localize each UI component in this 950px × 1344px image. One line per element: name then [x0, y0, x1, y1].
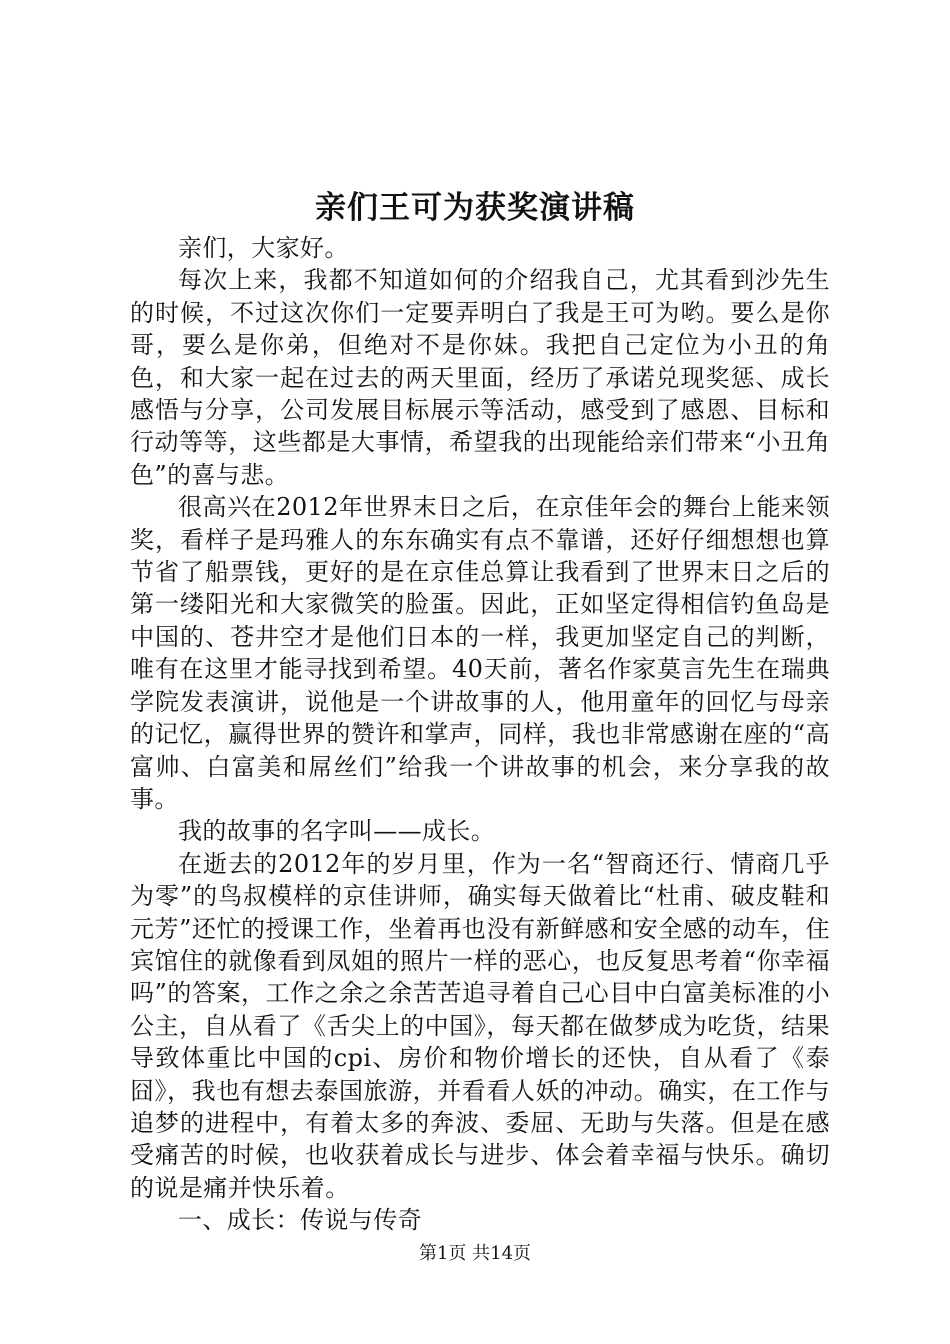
- document-title: 亲们王可为获奖演讲稿: [315, 190, 635, 226]
- paragraph-introduction: 每次上来，我都不知道如何的介绍我自己，尤其看到沙先生的时候，不过这次你们一定要弄明白了我是王可为哟。要么是你哥，要么是你弟，但绝对不是你妹。我把自己定位为小丑的角色，和大家一起在过去的两天里面，经历了承诺兑现奖惩、成长感悟与分享，公司发展目标展示等活动，感受到了感恩、目标和行动等等，这些都是大事情，希望我的出现能给亲们带来“小丑角色”的喜与悲。: [130, 266, 830, 489]
- section-heading: 一、成长：传说与传奇: [178, 1206, 422, 1235]
- paragraph-year-review: 在逝去的2012年的岁月里，作为一名“智商还行、情商几乎为零”的鸟叔模样的京佳讲师，确实每天做着比“杜甫、破皮鞋和元芳”还忙的授课工作，坐着再也没有新鲜感和安全感的动车，住宾馆住的就像看到凤姐的照片一样的恶心，也反复思考着“你幸福吗”的答案，工作之余之余苦苦追寻着自己心目中白富美标准的小公主，自从看了《舌尖上的中国》，每天都在做梦成为吃货，结果导致体重比中国的cpi、房价和物价增长的还快，自从看了《泰囧》，我也有想去泰国旅游，并看看人妖的冲动。确实，在工作与追梦的进程中，有着太多的奔波、委屈、无助与失落。但是在感受痛苦的时候，也收获着成长与进步、体会着幸福与快乐。确切的说是痛并快乐着。: [130, 849, 830, 1202]
- paragraph-award: 很高兴在2012年世界末日之后，在京佳年会的舞台上能来领奖，看样子是玛雅人的东东确实有点不靠谱，还好仔细想想也算节省了船票钱，更好的是在京佳总算让我看到了世界末日之后的第一缕阳光和大家微笑的脸蛋。因此，正如坚定得相信钓鱼岛是中国的、苍井空才是他们日本的一样，我更加坚定自己的判断，唯有在这里才能寻找到希望。40天前，著名作家莫言先生在瑞典学院发表演讲，说他是一个讲故事的人，他用童年的回忆与母亲的记忆，赢得世界的赞许和掌声，同样，我也非常感谢在座的“高富帅、白富美和屌丝们”给我一个讲故事的机会，来分享我的故事。: [130, 493, 830, 813]
- paragraph-story-name: 我的故事的名字叫——成长。: [178, 817, 496, 846]
- paragraph-greeting: 亲们，大家好。: [178, 234, 349, 262]
- page-number-footer: 第1页 共14页: [418, 1243, 532, 1264]
- document-body: [130, 232, 830, 1237]
